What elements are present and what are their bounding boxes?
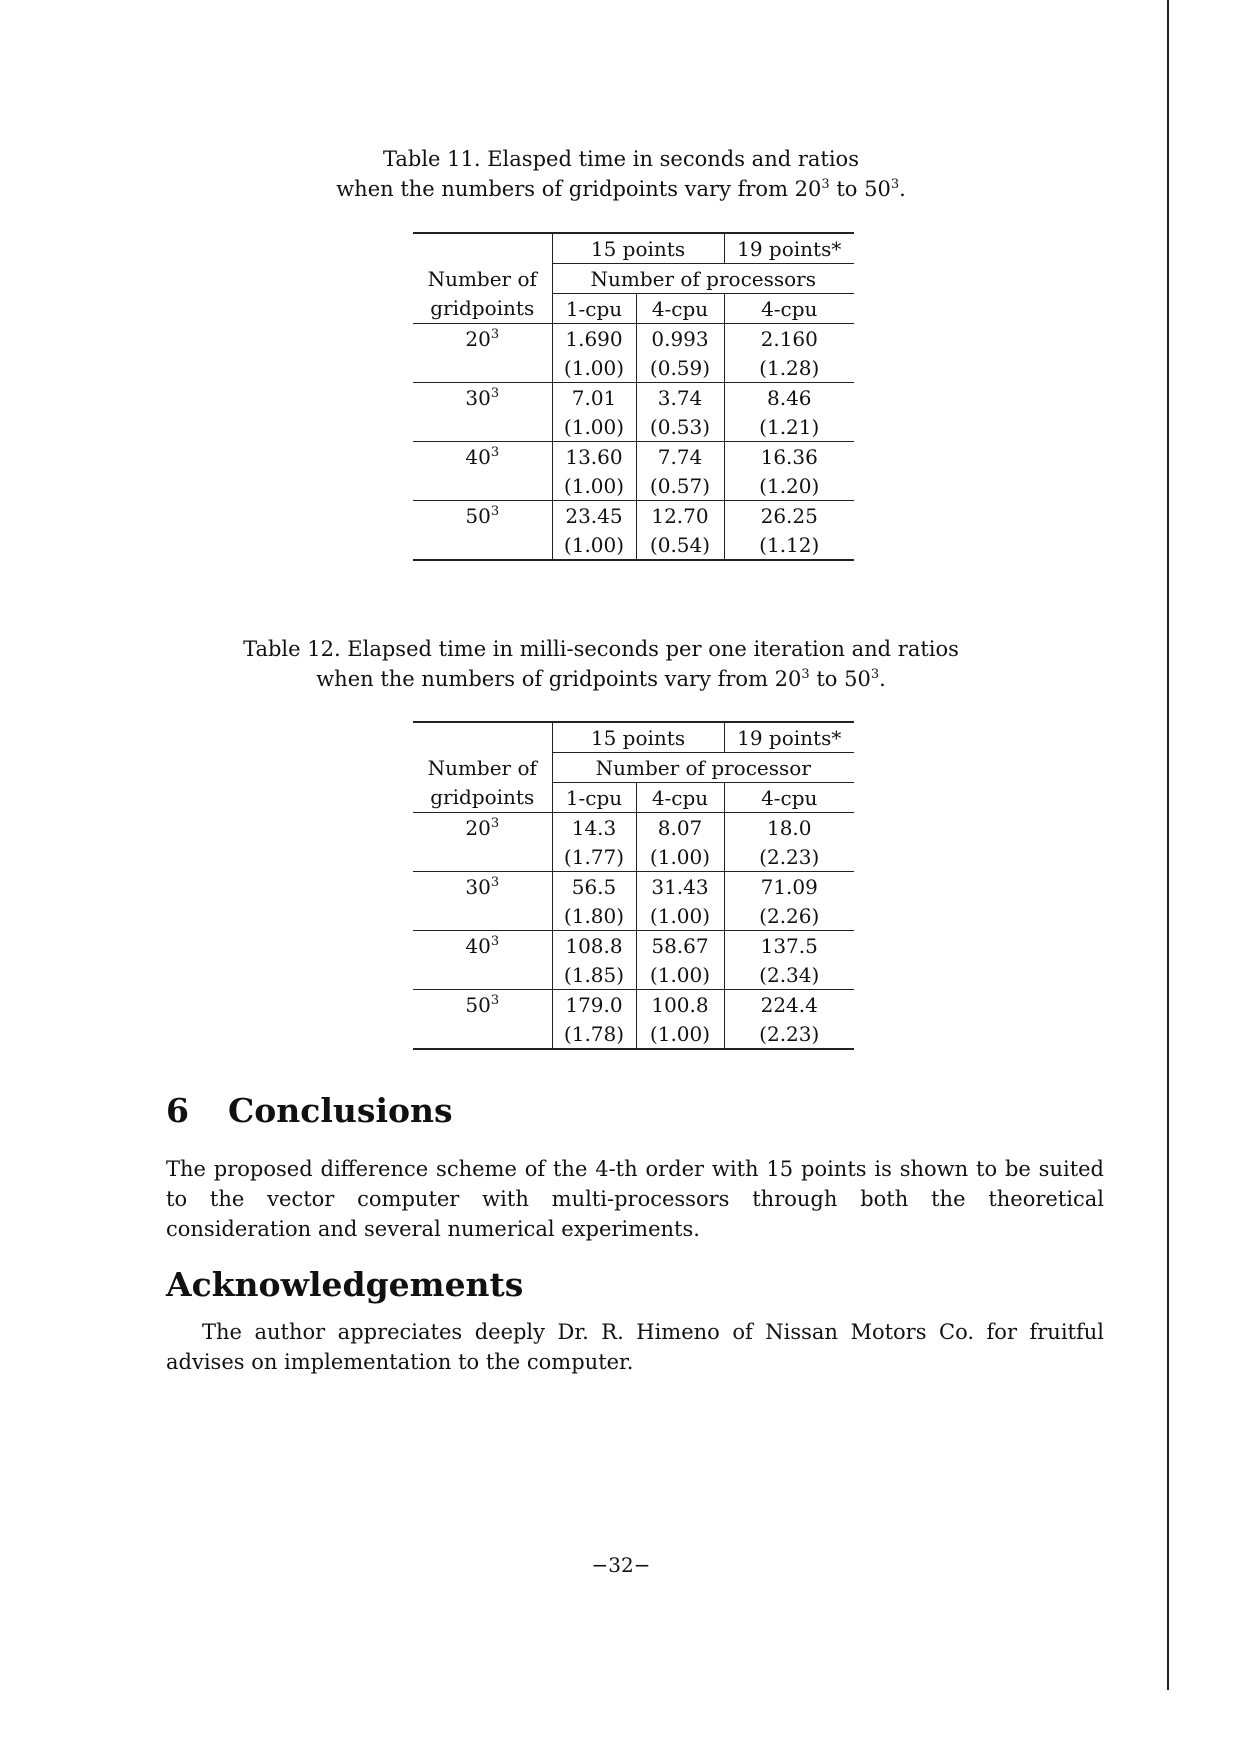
ratio-cell: (1.12) [724, 530, 854, 560]
table-row [413, 931, 854, 961]
ratio-cell: (1.00) [552, 471, 636, 501]
table-row [413, 412, 854, 442]
ratio-cell: (1.80) [552, 901, 636, 931]
section-number: 6 [166, 1091, 189, 1130]
value-cell: 7.74 [636, 442, 724, 472]
grid-cell: $40^3$ [413, 442, 552, 472]
ratio-cell: (0.59) [636, 353, 724, 383]
value-cell: 7.01 [552, 383, 636, 413]
row-label-line1: Number of [427, 266, 537, 291]
superscript: 3 [890, 177, 900, 192]
grid-cell: $30^3$ [413, 383, 552, 413]
table-row [413, 501, 854, 531]
ratio-cell: (0.53) [636, 412, 724, 442]
ratio-cell: (1.00) [552, 530, 636, 560]
table-row [413, 383, 854, 413]
table12 [413, 721, 854, 1050]
header-19-points: 19 points* [724, 722, 854, 753]
empty-cell [413, 353, 552, 383]
empty-cell [413, 722, 552, 753]
header-col-1cpu: 1-cpu [552, 294, 636, 324]
ratio-cell: (1.00) [636, 960, 724, 990]
table-row [413, 872, 854, 902]
table11-caption-line2 [0, 174, 1242, 204]
header-col-4cpu: 4-cpu [636, 294, 724, 324]
ratio-cell: (0.57) [636, 471, 724, 501]
table12-caption-line1: Table 12. Elapsed time in milli-seconds per one iteration and ratios [243, 637, 959, 661]
value-cell: 56.5 [552, 872, 636, 902]
section-title: Conclusions [228, 1091, 453, 1130]
empty-cell [413, 1019, 552, 1049]
grid-cell: $50^3$ [413, 501, 552, 531]
ratio-cell: (2.23) [724, 842, 854, 872]
grid-cell: $50^3$ [413, 990, 552, 1020]
table-row [413, 353, 854, 383]
value-cell: 3.74 [636, 383, 724, 413]
value-cell: 100.8 [636, 990, 724, 1020]
ratio-cell: (1.85) [552, 960, 636, 990]
value-cell: 26.25 [724, 501, 854, 531]
table-row [413, 813, 854, 843]
row-label-line2: gridpoints [430, 785, 535, 810]
row-label-line1: Number of [427, 755, 537, 780]
empty-cell [413, 842, 552, 872]
section-heading-conclusions [166, 1091, 453, 1130]
table11 [413, 232, 854, 561]
caption-text: when the numbers of gridpoints vary from 20 [336, 177, 822, 201]
value-cell: 16.36 [724, 442, 854, 472]
grid-cell: $30^3$ [413, 872, 552, 902]
caption-text: to 50 [829, 177, 891, 201]
ratio-cell: (2.34) [724, 960, 854, 990]
value-cell: 224.4 [724, 990, 854, 1020]
empty-cell [413, 471, 552, 501]
conclusions-paragraph: The proposed difference scheme of the 4-th order with 15 points is shown to be suited to the vector computer with multi-processors through both the theoretical consideration and several numerical experiments. [166, 1157, 1104, 1241]
header-15-points: 15 points [552, 233, 724, 264]
ratio-cell: (1.00) [552, 353, 636, 383]
header-processors: Number of processors [552, 264, 854, 294]
table-row [413, 842, 854, 872]
ratio-cell: (1.21) [724, 412, 854, 442]
empty-cell [413, 901, 552, 931]
table-row [413, 471, 854, 501]
value-cell: 1.690 [552, 324, 636, 354]
page-number: −32− [591, 1553, 651, 1577]
value-cell: 179.0 [552, 990, 636, 1020]
table12-caption [0, 634, 1222, 694]
caption-text: when the numbers of gridpoints vary from 20 [316, 667, 802, 691]
header-col-4cpu-19: 4-cpu [724, 294, 854, 324]
superscript: 3 [870, 667, 880, 682]
ratio-cell: (1.28) [724, 353, 854, 383]
header-processors: Number of processor [552, 753, 854, 783]
caption-text: . [879, 667, 886, 691]
ratio-cell: (1.20) [724, 471, 854, 501]
acknowledgements-paragraph: The author appreciates deeply Dr. R. Himeno of Nissan Motors Co. for fruitful advises on implementation to the computer. [166, 1320, 1104, 1374]
table-row [413, 442, 854, 472]
ratio-cell: (1.77) [552, 842, 636, 872]
table12-caption-line2 [0, 664, 1222, 694]
value-cell: 71.09 [724, 872, 854, 902]
table11-caption-line1: Table 11. Elasped time in seconds and ratios [383, 147, 859, 171]
value-cell: 18.0 [724, 813, 854, 843]
ratio-cell: (1.00) [636, 1019, 724, 1049]
superscript: 3 [821, 177, 830, 192]
caption-text: . [899, 177, 906, 201]
value-cell: 12.70 [636, 501, 724, 531]
grid-cell: $40^3$ [413, 931, 552, 961]
table-row [413, 960, 854, 990]
ratio-cell: (1.78) [552, 1019, 636, 1049]
value-cell: 0.993 [636, 324, 724, 354]
header-col-4cpu-19: 4-cpu [724, 783, 854, 813]
value-cell: 13.60 [552, 442, 636, 472]
ratio-cell: (1.00) [552, 412, 636, 442]
table-row [413, 324, 854, 354]
table11-caption [0, 144, 1242, 204]
ratio-cell: (1.00) [636, 842, 724, 872]
header-15-points: 15 points [552, 722, 724, 753]
empty-cell [413, 530, 552, 560]
value-cell: 8.46 [724, 383, 854, 413]
value-cell: 23.45 [552, 501, 636, 531]
value-cell: 14.3 [552, 813, 636, 843]
value-cell: 58.67 [636, 931, 724, 961]
header-col-1cpu: 1-cpu [552, 783, 636, 813]
table-row [413, 990, 854, 1020]
grid-cell: $20^3$ [413, 324, 552, 354]
table-row [413, 530, 854, 560]
empty-cell [413, 960, 552, 990]
value-cell: 31.43 [636, 872, 724, 902]
ratio-cell: (2.23) [724, 1019, 854, 1049]
grid-cell: $20^3$ [413, 813, 552, 843]
value-cell: 8.07 [636, 813, 724, 843]
row-label-line2: gridpoints [430, 296, 535, 321]
header-19-points: 19 points* [724, 233, 854, 264]
table-row [413, 901, 854, 931]
caption-text: to 50 [809, 667, 871, 691]
page-edge-rule [1167, 0, 1169, 1690]
table-row [413, 1019, 854, 1049]
value-cell: 2.160 [724, 324, 854, 354]
ratio-cell: (1.00) [636, 901, 724, 931]
empty-cell [413, 233, 552, 264]
empty-cell [413, 412, 552, 442]
ratio-cell: (2.26) [724, 901, 854, 931]
value-cell: 137.5 [724, 931, 854, 961]
ratio-cell: (0.54) [636, 530, 724, 560]
superscript: 3 [801, 667, 810, 682]
header-col-4cpu: 4-cpu [636, 783, 724, 813]
section-heading-acknowledgements: Acknowledgements [166, 1265, 524, 1304]
value-cell: 108.8 [552, 931, 636, 961]
